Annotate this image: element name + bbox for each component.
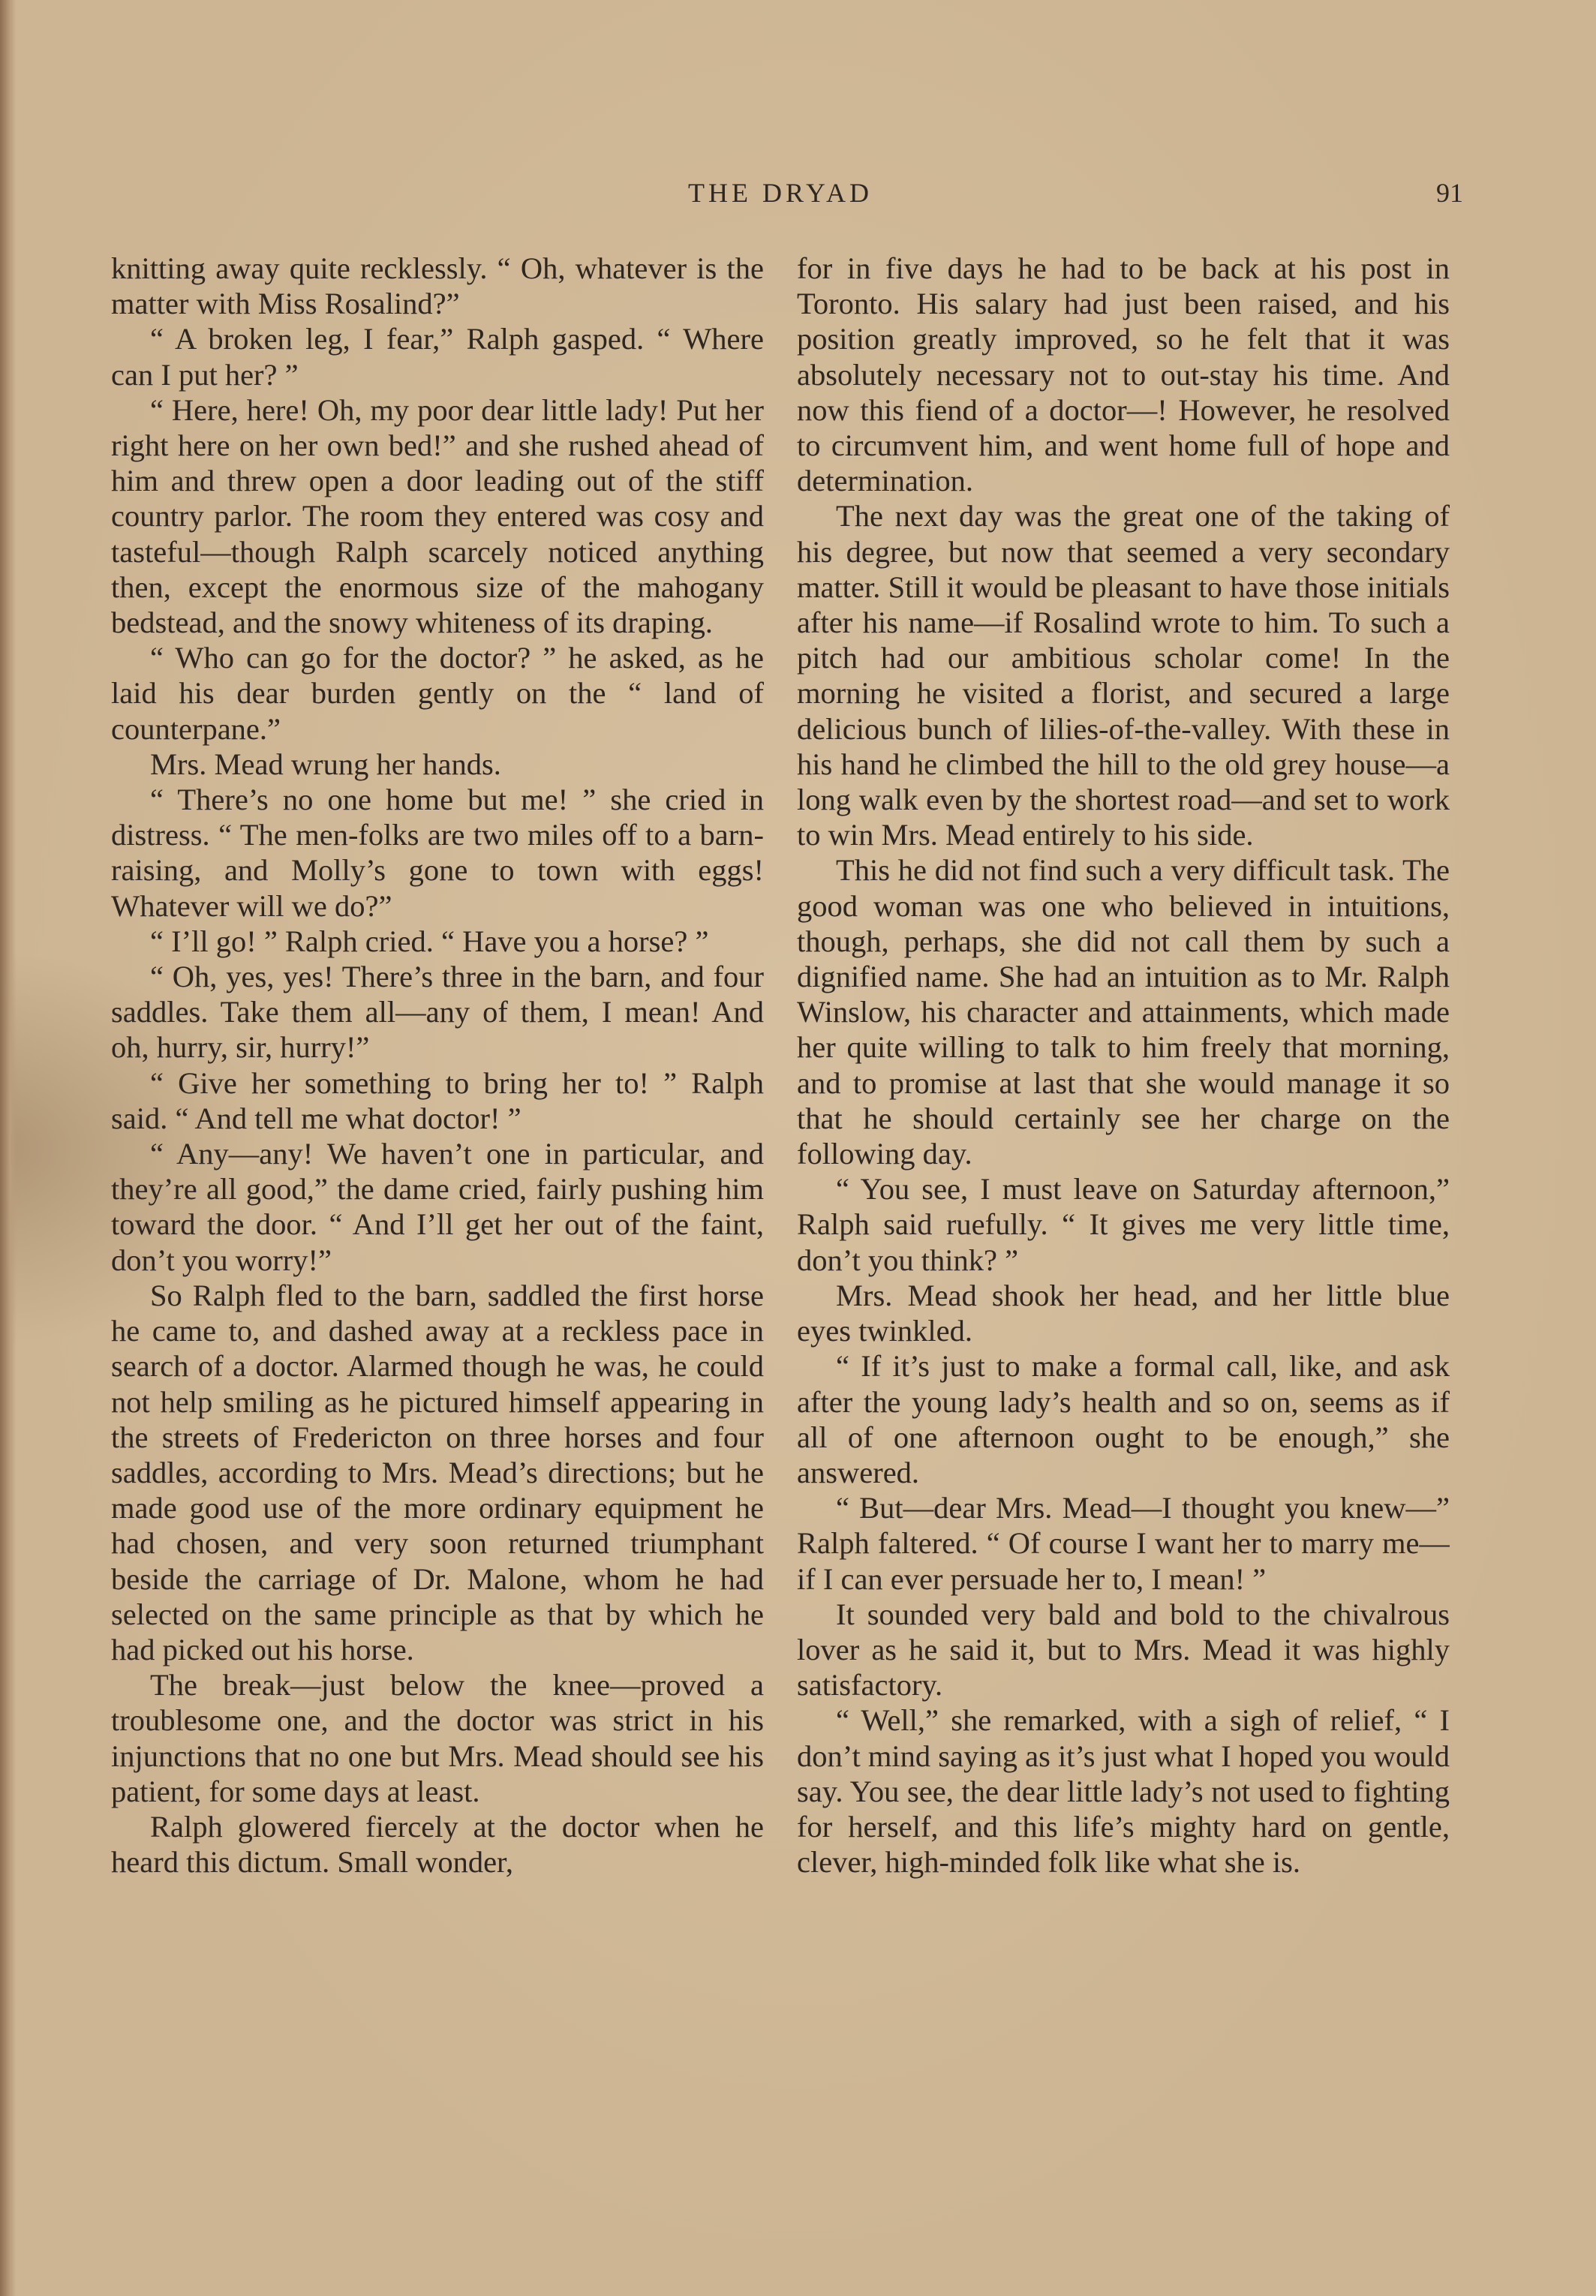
paragraph: knitting away quite recklessly. “ Oh, whatever is the matter with Miss Rosalind?” (111, 251, 764, 321)
right-text-column (797, 251, 1450, 2149)
running-title: THE DRYAD (687, 178, 873, 208)
page-binding-edge (0, 0, 17, 2296)
paragraph: “ Well,” she remarked, with a sigh of relief, “ I don’t mind saying as it’s just what I hoped you would say. You see, the dear little lady’s not used to fighting for herself, and this life’s mighty hard on gentle, clever, high-minded folk like what she is. (797, 1703, 1450, 1880)
paragraph: It sounded very bald and bold to the chivalrous lover as he said it, but to Mrs. Mead it was highly satisfactory. (797, 1597, 1450, 1702)
paragraph: “ Any—any! We haven’t one in particular, and they’re all good,” the dame cried, fairly pushing him toward the door. “ And I’ll get her out of the faint, don’t you worry!” (111, 1137, 764, 1277)
paragraph: “ Here, here! Oh, my poor dear little lady! Put her right here on her own bed!” and she rushed ahead of him and threw open a door leading out of the stiff country parlor. The room they entered was cosy and tasteful—though Ralph scarcely noticed anything then, except the enormous size of the mahogany bedstead, and the snowy whiteness of its draping. (111, 392, 764, 640)
paragraph: “ Give her something to bring her to! ” Ralph said. “ And tell me what doctor! ” (111, 1065, 764, 1135)
paragraph: “ Who can go for the doctor? ” he asked, as he laid his dear burden gently on the “ land of counterpane.” (111, 641, 764, 746)
paragraph: “ You see, I must leave on Saturday afternoon,” Ralph said ruefully. “ It gives me very little time, don’t you think? ” (797, 1172, 1450, 1277)
page-number: 91 (1436, 178, 1463, 208)
paragraph: “ Oh, yes, yes! There’s three in the barn, and four saddles. Take them all—any of them, I mean! And oh, hurry, sir, hurry!” (111, 960, 764, 1065)
paragraph: “ There’s no one home but me! ” she cried in distress. “ The men-folks are two miles off to a barn-raising, and Molly’s gone to town with eggs! Whatever will we do?” (111, 783, 764, 923)
paragraph: Mrs. Mead shook her head, and her little blue eyes twinkled. (797, 1278, 1450, 1348)
paragraph: The break—just below the knee—proved a troublesome one, and the doctor was strict in his injunctions that no one but Mrs. Mead should see his patient, for some days at least. (111, 1668, 764, 1808)
paragraph: So Ralph fled to the barn, saddled the first horse he came to, and dashed away at a reckless pace in search of a doctor. Alarmed though he was, he could not help smiling as he pictured himself appearing in the streets of Fredericton on three horses and four saddles, according to Mrs. Mead’s directions; but he made good use of the more ordinary equipment he had chosen, and very soon returned triumphant beside the carriage of Dr. Malone, whom he had selected on the same principle as that by which he had picked out his horse. (111, 1278, 764, 1666)
paragraph: Mrs. Mead wrung her hands. (150, 747, 501, 781)
running-head (105, 177, 1463, 222)
paragraph: The next day was the great one of the taking of his degree, but now that seemed a very secondary matter. Still it would be pleasant to have those initials after his name—if Rosalind wrote to him. To such a pitch had our ambitious scholar come! In the morning he visited a florist, and secured a large delicious bunch of lilies-of-the-valley. With these in his hand he climbed the hill to the old grey house—a long walk even by the shortest road—and set to work to win Mrs. Mead entirely to his side. (797, 499, 1450, 852)
paragraph: for in five days he had to be back at his post in Toronto. His salary had just been raised, and his position greatly improved, so he felt that it was absolutely necessary not to out-stay his time. And now this fiend of a doctor—! However, he resolved to circumvent him, and went home full of hope and determination. (797, 251, 1450, 498)
paragraph: “ A broken leg, I fear,” Ralph gasped. “ Where can I put her? ” (111, 322, 764, 392)
left-text-column (111, 251, 764, 2149)
paragraph: “ But—dear Mrs. Mead—I thought you knew—” Ralph faltered. “ Of course I want her to marry me—if I can ever persuade her to, I mean! ” (797, 1491, 1450, 1596)
paragraph: “ If it’s just to make a formal call, like, and ask after the young lady’s health and so on, seems as if all of one afternoon ought to be enough,” she answered. (797, 1349, 1450, 1489)
paragraph: This he did not find such a very difficult task. The good woman was one who believed in intuitions, though, perhaps, she did not call them by such a dignified name. She had an intuition as to Mr. Ralph Winslow, his character and attainments, which made her quite willing to talk to him freely that morning, and to promise at last that she would manage it so that he should certainly see her charge on the following day. (797, 853, 1450, 1171)
paragraph: Ralph glowered fiercely at the doctor when he heard this dictum. Small wonder, (111, 1809, 764, 1880)
paragraph: “ I’ll go! ” Ralph cried. “ Have you a horse? ” (150, 924, 709, 958)
